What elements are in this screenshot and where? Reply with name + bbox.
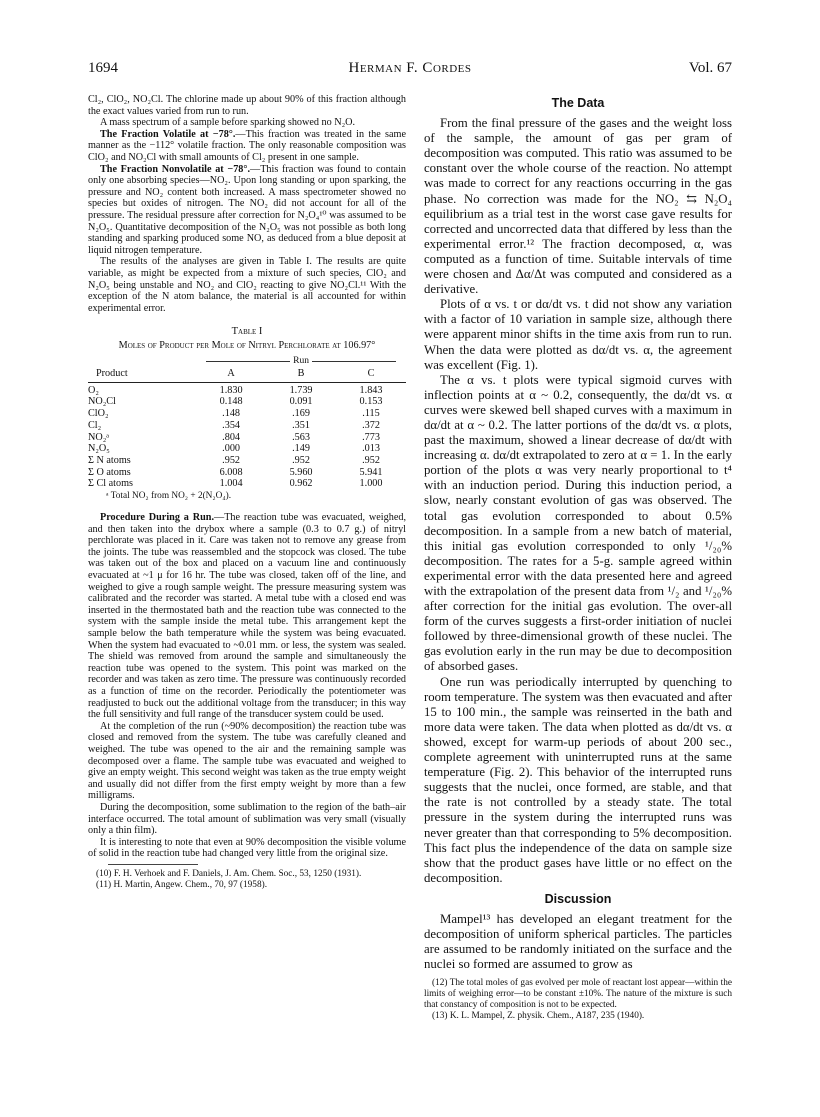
table-cell: .169	[292, 408, 310, 420]
running-author: Herman F. Cordes	[348, 60, 472, 76]
table-cell: 0.091	[289, 396, 313, 408]
paragraph-body: —This fraction was found to contain only one absorbing species—NO₂. Upon long standing or upon sparking, the pressure and NO₂ content both increased. A mass spectrometer showed no species but oxides of nitrogen. The NO₂ did not account for all of the pressure. The residual pressure after correction for N₂O₄¹⁰ was assumed to be N₂O₅. Quantitative decomposition of the N₂O₅ was not possible as both long standing and sparking produced some NO, as deduced from a blue deposit at liquid nitrogen temperature.	[88, 163, 406, 256]
volume-number: Vol. 67	[688, 60, 732, 76]
table-title: Table I	[231, 326, 263, 338]
table-cell: .952	[292, 455, 310, 466]
table-cell: Σ Cl atoms	[88, 478, 133, 490]
page-number: 1694	[88, 60, 118, 76]
running-header	[88, 60, 732, 82]
left-column	[88, 94, 406, 891]
table-row	[88, 478, 406, 490]
table-cell: 0.153	[359, 396, 383, 408]
table-cell: 1.000	[359, 478, 383, 490]
paragraph: During the decomposition, some sublimation to the region of the bath–air interface occurred. The total amount of sublimation was very small (visually only a thin film).	[88, 801, 406, 837]
table-row	[88, 355, 406, 368]
column-group-header: Run	[290, 356, 312, 366]
divider	[88, 382, 406, 383]
table-cell: .804	[222, 431, 240, 443]
table-caption: Moles of Product per Mole of Nitryl Perchlorate at 106.97°	[118, 339, 376, 351]
table-cell: 0.962	[289, 478, 313, 490]
table-cell: 1.843	[359, 384, 383, 396]
table-header-row	[88, 368, 406, 380]
table-cell: 6.008	[219, 466, 243, 478]
table-cell: 1.830	[219, 384, 243, 396]
table-row	[88, 467, 406, 479]
paragraph	[88, 164, 406, 257]
paragraph: At the completion of the run (~90% decomposition) the reaction tube was closed and removed from the system. The tube was carefully cleaned and weighed. The tube was opened to the air and the remaining sample was decomposed over a flame. The sample tube was evacuated and weighed to give an empty weight. This second weight was taken as the true empty weight and usually did not differ from the first empty weight by more than a few milligrams.	[88, 720, 406, 802]
table-cell: .354	[222, 419, 240, 431]
paragraph: Plots of α vs. t or dα/dt vs. t did not show any variation with a factor of 10 variation in sample size, although there were apparent minor shifts in the time axis from run to run. When the data were plotted as dα/dt vs. α, the agreement was excellent (Fig. 1).	[424, 297, 732, 372]
paragraph: It is interesting to note that even at 90% decomposition the visible volume of solid in the reaction tube had changed very little from the original size.	[88, 836, 406, 860]
table-cell: .115	[362, 408, 380, 420]
column-header: B	[297, 368, 305, 380]
table-cell: NO₂ᵃ	[88, 431, 110, 443]
table-cell: O₂	[88, 384, 99, 396]
table-cell: .351	[292, 419, 310, 431]
table-row	[88, 385, 406, 397]
paragraph: Mampel¹³ has developed an elegant treatment for the decomposition of uniform spherical particles. The particles are assumed to be randomly initiated on the surface and the nuclei so formed are assumed to grow as	[424, 911, 732, 972]
table-cell: .000	[222, 443, 240, 455]
table-cell: .148	[222, 408, 240, 420]
column-header: C	[367, 368, 375, 380]
footnote: (10) F. H. Verhoek and F. Daniels, J. Am. Chem. Soc., 53, 1250 (1931).	[96, 868, 362, 879]
table-row	[88, 443, 406, 455]
table-cell: ClO₂	[88, 408, 109, 420]
table-row	[88, 420, 406, 432]
paragraph: From the final pressure of the gases and the weight loss of the sample, the amount of gas per gram of decomposition was computed. This ratio was assumed to be constant over the whole course of the reaction. No attempt was made to correct for any reactions occurring in the gas phase. No correction was made for the NO₂ ⇆ N₂O₄ equilibrium as a trial test in the worst case gave results for corrected and uncorrected data that differed by less than the experimental error.¹² The fraction decomposed, α, was computed as a function of time. Suitable intervals of time were chosen and Δα/Δt was computed and considered as a derivative.	[424, 116, 732, 297]
table-cell: .773	[362, 431, 380, 443]
table-cell: 5.960	[289, 466, 313, 478]
table-cell: 0.148	[219, 396, 243, 408]
run-in-heading: The Fraction Nonvolatile at −78°.	[100, 163, 251, 175]
table-row	[88, 455, 406, 467]
footnote: (11) H. Martin, Angew. Chem., 70, 97 (1958).	[96, 879, 268, 890]
footnote: (12) The total moles of gas evolved per mole of reactant lost appear—within the limits of weighing error—to be constant ±10%. The nature of the mixture is such that constancy of composition is not to be expected.	[424, 978, 732, 1011]
right-column	[424, 94, 732, 1022]
paragraph	[88, 129, 406, 164]
table-cell: Cl₂	[88, 419, 102, 431]
table-row	[88, 408, 406, 420]
results-table	[88, 355, 406, 490]
table-cell: NO₂Cl	[88, 396, 116, 408]
table-cell: .952	[362, 455, 380, 466]
table-cell: .013	[362, 443, 380, 455]
column-header: Product	[96, 368, 128, 380]
table-cell: 1.004	[219, 478, 243, 490]
column-header: A	[227, 368, 235, 380]
section-heading: The Data	[551, 96, 605, 110]
paragraph: Cl₂, ClO₂, NO₂Cl. The chlorine made up about 90% of this fraction although the exact values varied from run to run.	[88, 94, 406, 117]
table-cell: 1.739	[289, 384, 313, 396]
table-cell: .149	[292, 443, 310, 455]
run-in-heading: The Fraction Volatile at −78°.	[100, 128, 236, 140]
table-row	[88, 432, 406, 444]
paragraph: The results of the analyses are given in Table I. The results are quite variable, as might be expected from a mixture of such species, ClO₂ and N₂O₅ being unstable and NO₂ and ClO₂ reacting to give NO₂Cl.¹¹ With the exception of the N atom balance, the material is all accounted for within experimental error.	[88, 256, 406, 314]
table-cell: 5.941	[359, 466, 383, 478]
footnotes	[424, 978, 732, 1022]
table-cell: .952	[222, 455, 240, 466]
paragraph	[88, 512, 406, 721]
run-in-heading: Procedure During a Run.	[100, 512, 215, 524]
table-cell: N₂O₅	[88, 443, 110, 455]
footnote-rule	[108, 864, 198, 865]
section-heading: Discussion	[544, 891, 612, 906]
paragraph-body: —This fraction was treated in the same manner as the −112° volatile fraction. The only reasonable composition was ClO₂ and NO₂Cl with small amounts of Cl₂ present in one sample.	[88, 128, 406, 163]
paragraph: One run was periodically interrupted by quenching to room temperature. The system was then evacuated and after 15 to 100 min., the sample was reinserted in the bath and more data were taken. The data when plotted as dα/dt vs. α showed, except for warm-up periods of about 200 sec., complete agreement with uninterrupted runs at the same temperature (Fig. 2). This behavior of the interrupted runs suggests that the nuclei, once formed, are stable, and that the rate is not controlled by a steady state. The total pressure in the system during the interrupted runs was never greater than that corresponding to 5% decomposition. This fact plus the independence of the data on sample size show that the product gases have little or no effect on the decomposition.	[424, 674, 732, 885]
table-cell: Σ O atoms	[88, 466, 131, 478]
footnote: (13) K. L. Mampel, Z. physik. Chem., A187, 235 (1940).	[432, 1011, 645, 1022]
table-cell: .563	[292, 431, 310, 443]
table-cell: Σ N atoms	[88, 455, 131, 466]
table-row	[88, 396, 406, 408]
table-footnote: ᵃ Total NO₂ from NO₂ + 2(N₂O₄).	[106, 491, 232, 502]
paragraph: The α vs. t plots were typical sigmoid curves with inflection points at α ~ 0.2, consequently, the dα/dt vs. α curves were skewed bell shaped curves with a maximum in dα/dt at α ~ 0.2. The latter portions of the dα/dt vs. α plots, past the maximum, showed a linear decrease of dα/dt with increasing α. dα/dt extrapolated to zero at α = 1. In the early portion of the plots α was very nearly proportional to t⁴ with an induction period. During this induction period, a slow, nearly constant evolution of gas was observed. The total gas evolution corresponded to about 0.5% decomposition. In a sample from a new batch of material, this initial gas evolution corresponded to only ¹/₂₀% decomposition. The rates for a 5-g. sample agreed within experimental error with the data presented here and agreed with the extrapolation of the present data from ¹/₂ and ¹/₂₀% after correction for the initial gas evolution. The over-all form of the curves suggests a first-order initiation of nuclei followed by three-dimensional growth of these nuclei. The gas evolution early in the run may be due to decomposition of absorbed gases.	[424, 372, 732, 674]
paragraph: A mass spectrum of a sample before sparking showed no N₂O.	[100, 117, 356, 129]
paragraph-body: —The reaction tube was evacuated, weighed, and then taken into the drybox where a sample (0.3 to 0.7 g.) of nitryl perchlorate was placed in it. Care was taken not to remove any grease from the joints. The tube was reassembled and the stopcock was closed. The tube was taken out of the box and placed on a vacuum line and continuously evacuated at ~1 μ for 16 hr. The tube was closed, taken off of the line, and weighed to give a rough sample weight. The pressure measuring system was calibrated and the recorder was started. A metal tube with a closed end was inserted in the thermostated bath and the reaction tube was connected to the system with the sample inside the metal tube. This arrangement kept the sample below the bath temperature while the system was being evacuated. When the system had evacuated to ~0.01 mm. or less, the system was sealed. The shield was removed from around the sample and simultaneously the reaction tube was opened to the system. This point was marked on the recorder and was taken as zero time. The pressure was continuously recorded as a function of time on the recorder. Periodically the potentiometer was readjusted to buck out the additional voltage from the transducer; in this way the full sensitivity and full range of the transducer system could be used.	[88, 512, 406, 721]
table-cell: .372	[362, 419, 380, 431]
